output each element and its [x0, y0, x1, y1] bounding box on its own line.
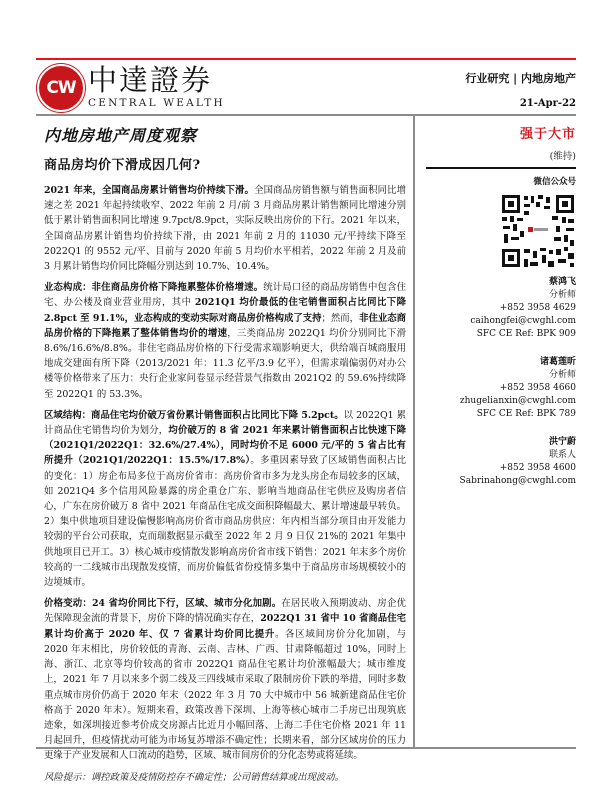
analyst-name: 洪宁蔚	[548, 437, 576, 447]
report-category: 行业研究 | 内地房地产	[465, 72, 576, 85]
paragraph-composition	[44, 280, 406, 402]
analyst-ref: SFC CE Ref: BPK 909	[476, 329, 576, 339]
report-date: 21-Apr-22	[519, 98, 576, 109]
page-subtitle: 商品房均价下滑成因几何?	[44, 158, 201, 173]
paragraph-lead: 价格变动：24 省均价同比下行，区域、城市分化加剧。	[44, 598, 282, 610]
paragraph-text: ，三类商品房 2022Q1 均价分别同比下滑 8.6%/16.6%/8.8%。非住宅商品房价格的下行受需求端影响更大，供给端百城商服用地成交建面有所下降（2013/2021 年：11.3 亿平/3.9 亿平），但需求端偏弱仍对办公楼等价格带来了压力：央行企业家问卷显示经营景气指数由 2021Q2 的 59.6%持续降至 2022Q1 的 53.3%。	[44, 327, 406, 400]
analyst-phone: +852 3958 4660	[499, 383, 576, 393]
paragraph-price-change	[44, 596, 406, 763]
risk-warning: 风险提示：调控政策及疫情防控存不确定性；公司销售结算或出现波动。	[44, 771, 345, 783]
analyst-email[interactable]: caihongfei@cwghl.com	[470, 316, 576, 326]
header-red-rule	[36, 58, 576, 60]
paragraph-regional	[44, 408, 406, 590]
paragraph-text: 。各区域间房价分化加剧，与 2020 年末相比，房价较低的青海、云南、吉林、广西、甘肃降幅超过 10%，同时上海、浙江、北京等均价较高的省市 2022Q1 商品住宅累计均价涨幅最大；城市维度上，2021 年 7 月以来多个弱二线及三四线城市采取了限制房价下跌的举措，同时多数重点城市房价仍高于 2020 年末（2022 年 3 月 70 大中城市中 56 城新建商品住宅价格高于 2020 年末）。短期来看，政策改善下深圳、上海等核心城市二手房已出现筑底迹象，如深圳接近参考价成交房源占比近月小幅回落、上海二手住宅价格 2021 年 11 月起回升，但疫情扰动可能为市场复苏增添不确定性；长期来看，部分区域房价的压力更缘于产业发展和人口流动的趋势，区域、城市间房价的分化态势或将延续。	[44, 628, 406, 762]
rating-status: (维持)	[549, 151, 576, 162]
paragraph-lead: 业态构成：非住商品房价格下降拖累整体价格增速。	[44, 282, 264, 294]
paragraph-highlight: 2021Q1 均价最低的住宅销售面积占比同比下降 2.8pct 至 91.1%，业态构成的变动实际对商品房价格构成了支持	[44, 297, 406, 324]
paragraph-text: 以 2022Q1 累计商品住宅销售均价为划分，	[44, 409, 406, 437]
company-name-en: CENTRAL WEALTH	[88, 97, 225, 109]
analyst-role: 分析师	[548, 290, 576, 300]
rating-label: 强于大市	[519, 127, 576, 142]
analyst-card	[416, 276, 576, 341]
paragraph-text: 统计局口径的商品房销售中包含住宅、办公楼及商业营业用房，其中	[44, 282, 406, 309]
analyst-card	[416, 436, 576, 488]
analyst-phone: +852 3958 4600	[499, 463, 576, 473]
paragraph-highlight: 2022Q1 31 省中 10 省商品住宅累计均价高于 2020 年、仅 7 省累计均价同比提升	[44, 613, 406, 640]
company-name-cn: 中達證券	[88, 63, 213, 97]
page-title: 内地房地产周度观察	[44, 126, 198, 145]
analyst-contacts	[416, 276, 576, 503]
report-body	[44, 183, 406, 791]
analyst-email[interactable]: Sabrinahong@cwghl.com	[459, 476, 576, 486]
analyst-name: 蔡鸿飞	[548, 277, 576, 287]
paragraph-text: 在居民收入预期波动、房企优先保障现金流的背景下，房价下降的情况确实存在，	[44, 598, 406, 625]
analyst-role: 联系人	[548, 450, 576, 460]
logo-mark: CW	[46, 78, 76, 98]
wechat-label: 微信公众号	[533, 177, 576, 187]
paragraph-text: ；然而，	[321, 312, 360, 324]
paragraph-highlight: 均价破万的 8 省 2021 年来累计销售面积占比快速下降（2021Q1/2022Q1：32.6%/27.4%），同时均价不足 6000 元/平的 5 省占比有所提升（2021Q1/2022Q1：15.5%/17.8%）	[44, 425, 406, 467]
analyst-role: 分析师	[548, 370, 576, 380]
paragraph-lead: 区域结构：商品住宅均价破万省份累计销售面积占比同比下降 5.2pct。	[44, 409, 344, 421]
company-logo-icon	[37, 64, 85, 112]
analyst-email[interactable]: zhugelianxin@cwghl.com	[459, 396, 576, 406]
analyst-card	[416, 356, 576, 421]
column-divider	[413, 116, 415, 748]
header-gray-rule	[36, 114, 576, 116]
paragraph-text: 全国商品房销售额与销售面积同比增速之差 2021 年起持续收窄、2022 年前 2 月/前 3 月商品房累计销售额同比增速分别低于累计销售面积同比增速 9.7pct/8.9pct，实际反映出房价的下行。2021 年以来，全国商品房累计销售均价持续下滑，由 2021 年前 2 月的 11030 元/平持续下降至 2022Q1 的 9552 元/平、目前与 2020 年前 5 月均价水平相若，2022 年前 2 月及前 3 月累计销售均价同比降幅分别达到 10.7%、10.4%。	[44, 185, 406, 273]
qr-code-icon	[500, 193, 576, 269]
analyst-name: 诸葛莲昕	[539, 357, 576, 367]
analyst-phone: +852 3958 4629	[499, 303, 576, 313]
paragraph-highlight: 非住业态商品房价格的下降拖累了整体销售均价的增速	[44, 312, 406, 339]
paragraph-summary	[44, 183, 406, 274]
analyst-ref: SFC CE Ref: BPK 789	[476, 409, 576, 419]
paragraph-lead: 2021 年来，全国商品房累计销售均价持续下滑。	[44, 185, 255, 196]
rating-rule	[426, 167, 576, 169]
paragraph-text: 。多重因素导致了区域销售面积占比的变化：1）房企布局多位于高房价省市：高房价省市多为龙头房企布局较多的区域，如 2021Q4 多个信用风险暴露的房企重仓广东、影响当地商品住宅供应及购房者信心，广东在房价破万 8 省中 2021 年商品住宅成交面积降幅最大、累计增速最早转负。2）集中供地项目建设偏慢影响高房价省市商品房供应：年内相当部分项目由开发能力较弱的平台公司获取，克而瑞数据显示截至 2022 年 2 月 9 日仅 21%的 2021 年集中供地项目已开工。3）核心城市疫情散发影响高房价省市线下销售：2021 年末多个房价较高的一二线城市出现散发疫情，而房价偏低省份疫情多集中于商品房市场规模较小的边境城市。	[44, 455, 406, 589]
